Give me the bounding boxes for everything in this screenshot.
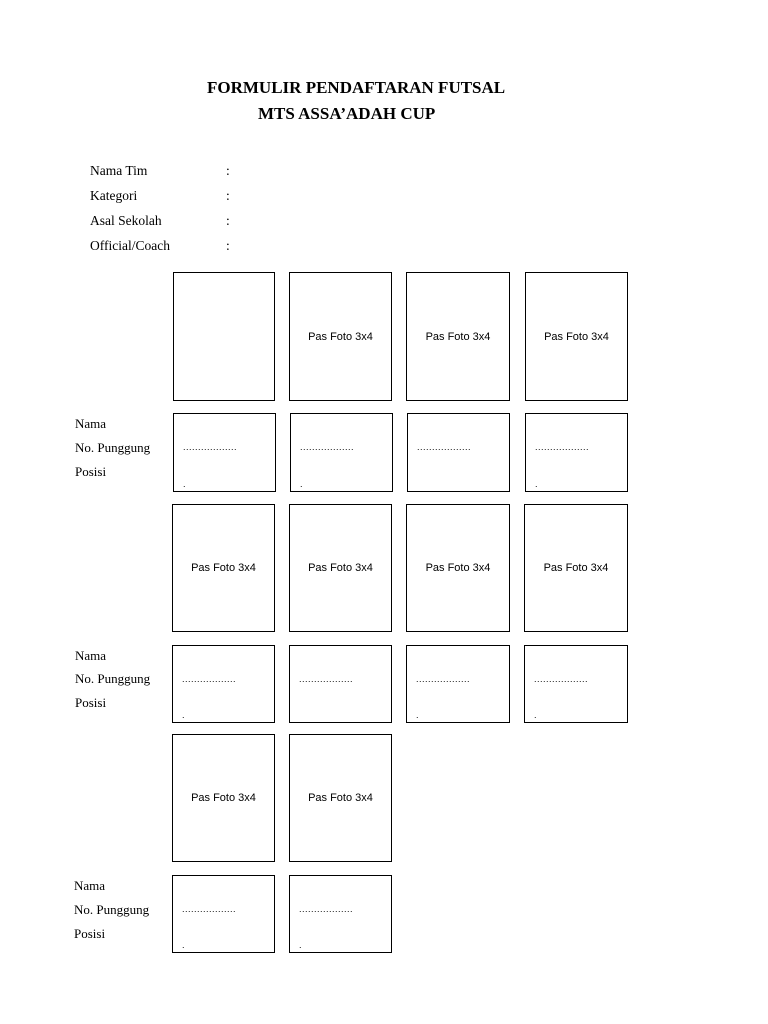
form-subtitle: MTS ASSA’ADAH CUP bbox=[258, 104, 436, 123]
photo-label: Pas Foto 3x4 bbox=[425, 562, 491, 574]
photo-box bbox=[525, 272, 628, 401]
dotted-line: .................. bbox=[183, 442, 238, 452]
photo-label: Pas Foto 3x4 bbox=[191, 792, 256, 804]
field-label-school: Asal Sekolah bbox=[90, 213, 162, 228]
photo-box bbox=[406, 272, 510, 401]
photo-box bbox=[172, 734, 275, 862]
form-title: FORMULIR PENDAFTARAN FUTSAL bbox=[207, 78, 506, 97]
dot-mark: . bbox=[300, 479, 303, 489]
player-info-box bbox=[173, 413, 276, 492]
player-name-label: Nama bbox=[74, 878, 106, 893]
dotted-line: .................. bbox=[534, 674, 589, 684]
field-label-team-name: Nama Tim bbox=[90, 163, 148, 178]
dot-mark: . bbox=[416, 710, 419, 720]
player-info-box bbox=[525, 413, 628, 492]
photo-box-empty bbox=[173, 272, 275, 401]
photo-label: Pas Foto 3x4 bbox=[308, 330, 373, 343]
field-colon: : bbox=[226, 213, 230, 228]
dot-mark: . bbox=[534, 710, 537, 720]
dotted-line: .................. bbox=[182, 674, 237, 684]
player-position-label: Posisi bbox=[75, 464, 107, 479]
player-info-box bbox=[289, 645, 392, 723]
player-position-label: Posisi bbox=[74, 926, 106, 941]
player-info-box bbox=[407, 413, 510, 492]
player-info-box bbox=[172, 645, 275, 723]
photo-label: Pas Foto 3x4 bbox=[191, 562, 256, 574]
photo-box bbox=[289, 272, 392, 401]
dotted-line: .................. bbox=[182, 904, 237, 914]
player-name-label: Nama bbox=[75, 648, 107, 663]
field-label-official: Official/Coach bbox=[90, 238, 170, 253]
dot-mark: . bbox=[535, 479, 538, 489]
player-info-box bbox=[524, 645, 628, 723]
dotted-line: .................. bbox=[417, 442, 472, 452]
photo-label: Pas Foto 3x4 bbox=[308, 562, 373, 574]
player-info-box bbox=[172, 875, 275, 953]
player-number-label: No. Punggung bbox=[75, 671, 151, 686]
field-colon: : bbox=[226, 188, 230, 203]
player-position-label: Posisi bbox=[75, 695, 107, 710]
dotted-line: .................. bbox=[299, 904, 354, 914]
player-info-box bbox=[289, 875, 392, 953]
photo-label: Pas Foto 3x4 bbox=[543, 562, 609, 574]
dot-mark: . bbox=[182, 940, 185, 950]
dot-mark: . bbox=[299, 940, 302, 950]
field-colon: : bbox=[226, 238, 230, 253]
field-label-category: Kategori bbox=[90, 188, 138, 203]
player-number-label: No. Punggung bbox=[75, 440, 151, 455]
field-colon: : bbox=[226, 163, 230, 178]
dotted-line: .................. bbox=[299, 674, 354, 684]
player-number-label: No. Punggung bbox=[74, 902, 150, 917]
dot-mark: . bbox=[183, 479, 186, 489]
player-info-box bbox=[290, 413, 393, 492]
dotted-line: .................. bbox=[300, 442, 355, 452]
dotted-line: .................. bbox=[416, 674, 471, 684]
photo-box bbox=[406, 504, 510, 632]
dot-mark: . bbox=[182, 710, 185, 720]
photo-box bbox=[289, 504, 392, 632]
photo-label: Pas Foto 3x4 bbox=[425, 330, 491, 343]
photo-box bbox=[524, 504, 628, 632]
photo-box bbox=[172, 504, 275, 632]
photo-label: Pas Foto 3x4 bbox=[308, 792, 373, 804]
photo-label: Pas Foto 3x4 bbox=[544, 330, 609, 343]
player-name-label: Nama bbox=[75, 416, 107, 431]
player-info-box bbox=[406, 645, 510, 723]
photo-box bbox=[289, 734, 392, 862]
dotted-line: .................. bbox=[535, 442, 590, 452]
